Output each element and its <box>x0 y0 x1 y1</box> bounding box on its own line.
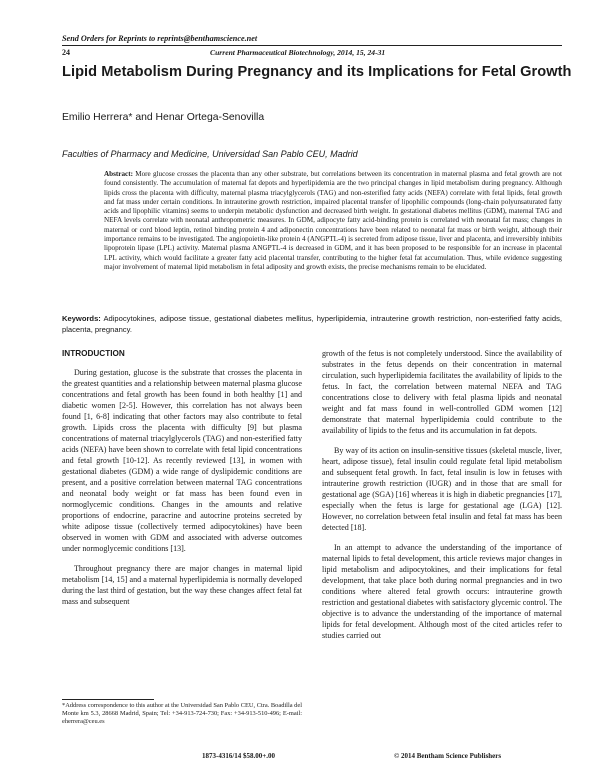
header-rule <box>62 45 562 46</box>
intro-paragraph-2: Throughout pregnancy there are major changes in maternal lipid metabolism [14, 15] and a maternal hyperlipidemia is normally developed during the last third of gestation, but the way these changes affect fetal fat mass and subsequent <box>62 564 302 606</box>
article-title: Lipid Metabolism During Pregnancy and its Implications for Fetal Growth <box>62 64 572 80</box>
footnote-rule <box>62 699 154 700</box>
author-affiliation: Faculties of Pharmacy and Medicine, Universidad San Pablo CEU, Madrid <box>62 149 358 159</box>
intro-paragraph-3: By way of its action on insulin-sensitive tissues (skeletal muscle, liver, heart, adipose tissue), fetal insulin could regulate fetal lipid metabolism and subsequent fetal growth. In fact, fetal insulin is low in fetuses with intrauterine growth restriction (IUGR) and in those that are small for gestational age (SGA) [16] whereas it is high in diabetic pregnancies [17], especially when the fetus is large for gestational age (LGA) [12]. However, no correlation between fetal insulin and fetal fat mass has been detected [18]. <box>322 446 562 532</box>
section-heading-introduction: INTRODUCTION <box>62 349 125 358</box>
issn-price: 1873-4316/14 $58.00+.00 <box>202 752 276 760</box>
abstract-label: Abstract: <box>104 170 133 178</box>
reprint-orders-note: Send Orders for Reprints to reprints@benthamscience.net <box>62 34 258 43</box>
keywords-label: Keywords: <box>62 314 101 323</box>
abstract-text: More glucose crosses the placenta than any other substrate, but correlations between its concentration in maternal plasma and fetal growth are not found consistently. The accumulation of maternal fat depots and hyperlipidemia are the two principal changes in lipid metabolism during pregnancy. Although lipids cross the placenta with difficulty, maternal plasma triacylglycerols (TAG) and non-esterified fatty acids (NEFA) correlate with fetal lipids, fetal growth and fat mass under certain conditions. In intrauterine growth restriction, impaired placental transfer of lipophilic compounds (long-chain polyunsaturated fatty acids and lipophilic vitamins) seems to underpin metabolic dysfunction and decreased birth weight. In gestational diabetes mellitus (GDM), maternal TAG and NEFA levels correlate with neonatal anthropometric measures. In GDM, adipocyte fatty acid-binding protein is correlated with neonatal fat mass; changes in maternal or cord blood leptin, retinol binding protein 4 and adiponectin concentrations have been related to neonatal fat mass or birth weight, although their importance remains to be investigated. The angiopoietin-like protein 4 (ANGPTL-4) is secreted from adipose tissue, liver and placenta, and irreversibly inhibits lipoprotein lipase (LPL) activity. Maternal plasma ANGPTL-4 is decreased in GDM, and it has been proposed to be responsible for an increase in placental LPL activity, which would facilitate a greater fatty acid placental transfer, contributing to the higher fetal fat accumulation. Thus, while evidence suggesting major involvement of maternal lipid metabolism in fetal adiposity and growth exists, the precise mechanisms remain to be elucidated. <box>104 170 562 271</box>
intro-paragraph-continued: growth of the fetus is not completely understood. Since the availability of substrates in the fetus depends on their concentration in maternal circulation, such hyperlipidemia facilitates the availability of lipids to the fetus. In fact, the correlation between maternal NEFA and TAG concentrations close to delivery with fetal plasma lipids and neonatal weight and fat mass found in well-controlled GDM women [12] demonstrate that maternal hyperlipidemia could contribute to the availability of lipids to the fetus and its accumulation in fat depots. <box>322 349 562 435</box>
correspondence-footnote: *Address correspondence to this author at the Universidad San Pablo CEU, Ctra. Boadilla del Monte km 5.3, 28668 Madrid, Spain; Tel: +34-913-724-730; Fax: +34-913-510-496; E-mail: eherrera@ceu.es <box>62 702 302 726</box>
abstract <box>104 170 562 272</box>
intro-paragraph-1: During gestation, glucose is the substrate that crosses the placenta in the greatest quantities and a relationship between maternal plasma glucose concentrations and fetal growth has been found in both healthy [1] and diabetic women [2-5]. However, this correlation has not always been found [1, 6-8] indicating that other factors may also contribute to fetal growth. Lipids cross the placenta with difficulty [9] but plasma concentrations of maternal triacylglycerols (TAG) and non-esterified fatty acids (NEFA) have been shown to correlate with fetal lipid concentrations and fetal growth [10-12]. As recently reviewed [13], in women with gestational diabetes (GDM) a wide range of dyslipidemic conditions are present, and a positive correlation between maternal TAG concentrations and neonatal body weight or fat mass has been found even in normoglycemic conditions. Changes in the amounts and relative proportions of endocrine, paracrine and autocrine proteins secreted by white adipose tissue (collectively termed adipocytokines) have been observed in women with GDM and associated with adverse outcomes under normoglycemic conditions [13]. <box>62 368 302 553</box>
copyright-notice: © 2014 Bentham Science Publishers <box>394 752 502 760</box>
keywords-text: Adipocytokines, adipose tissue, gestational diabetes mellitus, hyperlipidemia, intrauterine growth restriction, non-esterified fatty acids, placenta, pregnancy. <box>62 314 562 334</box>
journal-citation: Current Pharmaceutical Biotechnology, 2014, 15, 24-31 <box>210 48 386 57</box>
right-column <box>322 348 562 650</box>
page-number: 24 <box>62 48 70 57</box>
intro-paragraph-4: In an attempt to advance the understanding of the importance of maternal lipids to fetal development, this article reviews major changes in lipid metabolism and adipocytokines, and their implications for fetal development, that take place both during normal pregnancies and in two conditions where altered fetal growth occurs: intrauterine growth restriction and gestational diabetes with satisfactory glycemic control. The objective is to advance the understanding of the importance of maternal lipids for fetal development. Although most of the cited articles refer to studies carried out <box>322 543 562 640</box>
author-list: Emilio Herrera* and Henar Ortega-Senovilla <box>62 112 265 123</box>
left-column <box>62 348 302 616</box>
keywords <box>62 314 562 335</box>
